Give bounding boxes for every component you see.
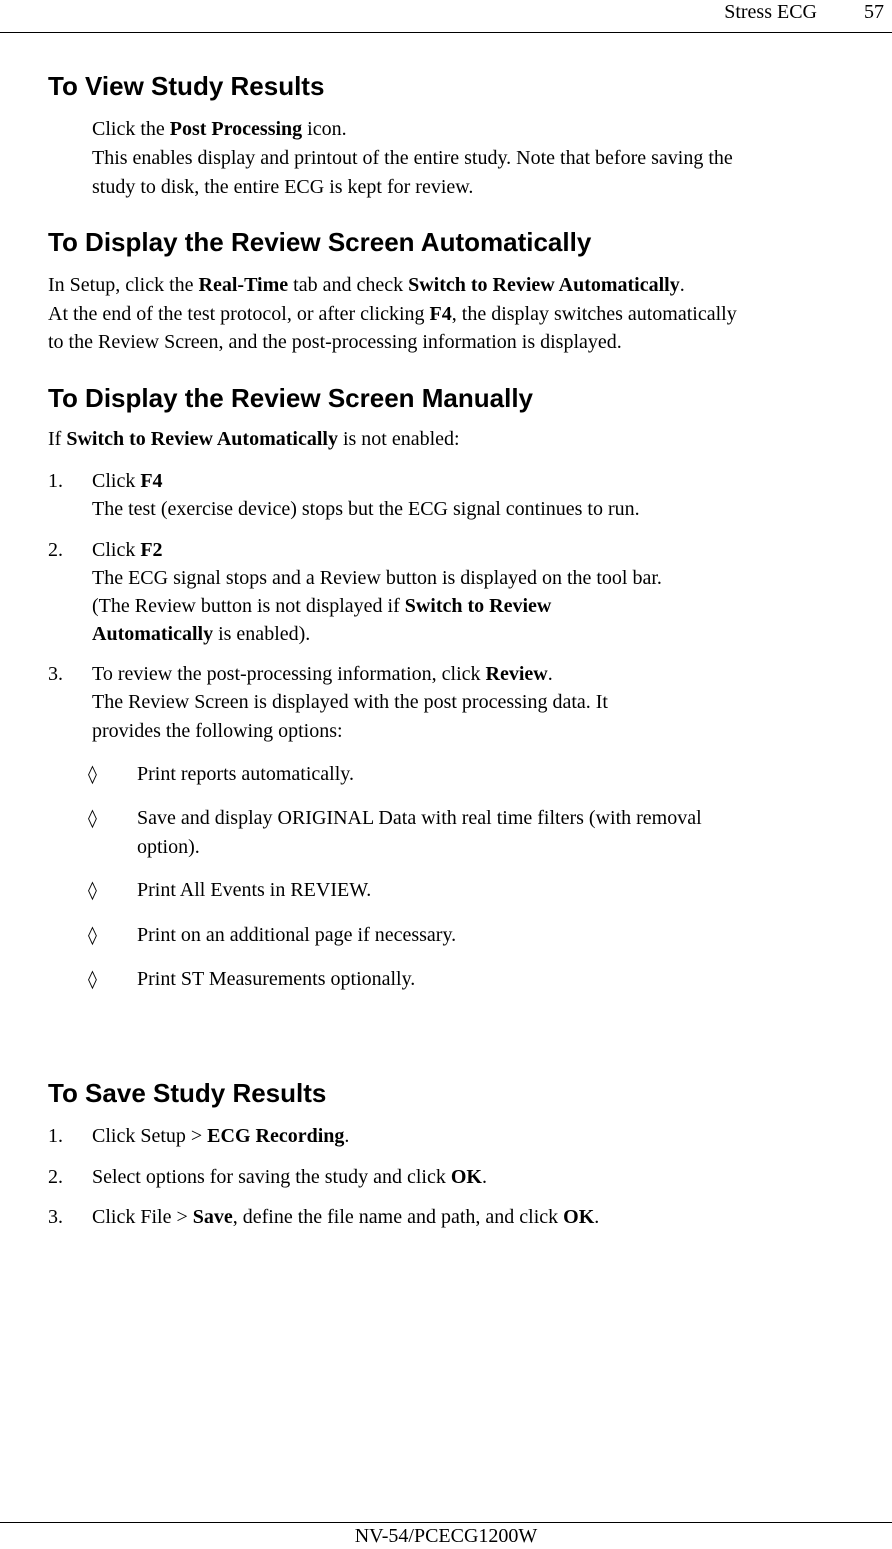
step-line: Click F4 [92, 470, 163, 492]
page-number: 57 [864, 1, 884, 23]
step-number: 2. [48, 539, 63, 561]
step-description: provides the following options: [92, 720, 343, 742]
step-number: 1. [48, 470, 63, 492]
page-header [0, 0, 892, 33]
option-item: Save and display ORIGINAL Data with real time filters (with removal [137, 807, 702, 829]
paragraph-line: to the Review Screen, and the post-processing information is displayed. [48, 331, 622, 353]
diamond-bullet-icon: ◊ [88, 969, 97, 990]
option-item-continuation: option). [137, 836, 200, 858]
paragraph-line: study to disk, the entire ECG is kept for review. [92, 176, 474, 198]
paragraph-line: In Setup, click the Real-Time tab and check Switch to Review Automatically. [48, 274, 685, 296]
step-line: Click File > Save, define the file name and path, and click OK. [92, 1206, 600, 1228]
paragraph-line: If Switch to Review Automatically is not enabled: [48, 428, 460, 450]
section-heading-save-study-results: To Save Study Results [48, 1078, 327, 1108]
section-heading-review-manually: To Display the Review Screen Manually [48, 383, 534, 413]
page-footer [0, 1522, 892, 1549]
header-title: Stress ECG [724, 1, 817, 23]
step-description: The Review Screen is displayed with the post processing data. It [92, 691, 608, 713]
step-line: Click F2 [92, 539, 163, 561]
paragraph-line: Click the Post Processing icon. [92, 118, 347, 140]
step-line: Click Setup > ECG Recording. [92, 1125, 350, 1147]
step-description: (The Review button is not displayed if Switch to Review [92, 595, 552, 617]
section-heading-review-automatically: To Display the Review Screen Automatically [48, 227, 592, 257]
diamond-bullet-icon: ◊ [88, 925, 97, 946]
diamond-bullet-icon: ◊ [88, 880, 97, 901]
step-line: To review the post-processing information, click Review. [92, 663, 553, 685]
step-description: The ECG signal stops and a Review button is displayed on the tool bar. [92, 567, 662, 589]
option-item: Print reports automatically. [137, 763, 354, 785]
option-item: Print ST Measurements optionally. [137, 968, 416, 990]
step-number: 3. [48, 1206, 63, 1228]
paragraph-line: At the end of the test protocol, or after clicking F4, the display switches automatically [48, 303, 737, 325]
step-line: Select options for saving the study and click OK. [92, 1166, 487, 1188]
step-description: Automatically is enabled). [92, 623, 311, 645]
step-number: 2. [48, 1166, 63, 1188]
step-number: 1. [48, 1125, 63, 1147]
step-description: The test (exercise device) stops but the ECG signal continues to run. [92, 498, 640, 520]
paragraph-line: This enables display and printout of the entire study. Note that before saving the [92, 147, 733, 169]
step-number: 3. [48, 663, 63, 685]
diamond-bullet-icon: ◊ [88, 808, 97, 829]
section-heading-view-study-results: To View Study Results [48, 71, 325, 101]
option-item: Print on an additional page if necessary. [137, 924, 457, 946]
option-item: Print All Events in REVIEW. [137, 879, 372, 901]
footer-document-id: NV-54/PCECG1200W [354, 1525, 538, 1547]
diamond-bullet-icon: ◊ [88, 764, 97, 785]
